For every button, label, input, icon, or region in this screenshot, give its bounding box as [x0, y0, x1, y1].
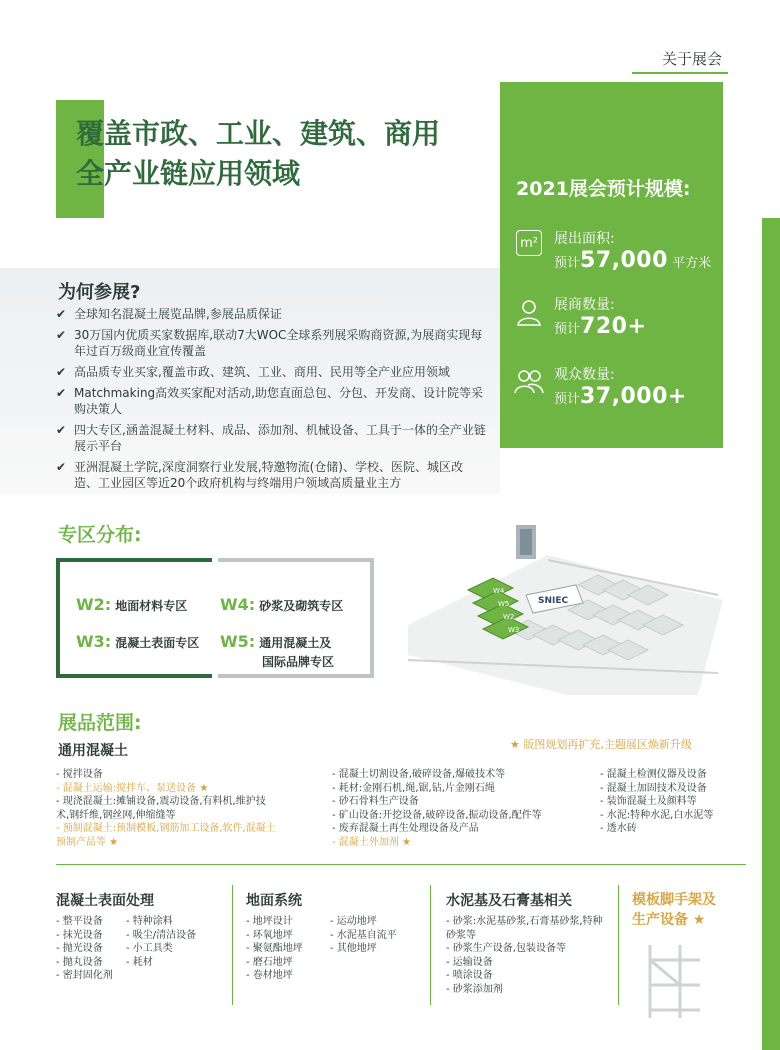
list-item: - 抛光设备	[56, 943, 103, 954]
list-item: - 卷材地坪	[246, 970, 293, 981]
zone-w2	[76, 595, 187, 614]
floor-heading: 地面系统	[246, 893, 302, 909]
list-item-text: Matchmaking高效买家配对活动,助您直面总包、分包、开发商、设计院等采购决策人	[74, 386, 483, 416]
general-col-1	[56, 768, 276, 849]
stat-exhibitors-text	[554, 294, 646, 339]
list-item: - 吸尘/清洁设备	[126, 929, 197, 941]
list-item: - 砂浆:水泥基砂浆,石膏基砂浆,特种砂浆等	[446, 916, 603, 941]
stats-panel	[500, 82, 723, 448]
title-line-1: 覆盖市政、工业、建筑、商用	[76, 117, 441, 150]
check-icon: ✔	[56, 365, 67, 379]
stat-area-text	[554, 228, 711, 273]
list-item: - 矿山设备:开挖设备,破碎设备,振动设备,配件等	[332, 809, 542, 821]
list-item: - 运动地坪	[330, 916, 377, 927]
stats-heading: 2021展会预计规模:	[516, 178, 691, 200]
stat-visitors	[514, 368, 544, 398]
column-divider	[232, 885, 233, 1005]
check-icon: ✔	[56, 460, 67, 474]
list-item-text: 全球知名混凝土展览品牌,参展品质保证	[74, 307, 282, 321]
zone-name-line2: 国际品牌专区	[262, 655, 335, 669]
mortar-heading: 水泥基及石膏基相关	[446, 893, 572, 909]
list-item: - 抛丸设备	[56, 956, 103, 968]
list-item: - 耗材	[126, 956, 153, 968]
tag-underline	[632, 72, 728, 74]
scaffold-heading	[632, 890, 716, 930]
check-icon: ✔	[56, 307, 67, 321]
stat-prefix: 预计	[554, 256, 581, 271]
list-item: - 密封固化剂	[56, 970, 113, 981]
title-line-2: 全产业链应用领域	[76, 157, 301, 190]
map-hall-label: W4	[493, 587, 505, 595]
list-item-text: 高品质专业买家,覆盖市政、建筑、工业、商用、民用等全产业应用领域	[74, 365, 450, 379]
zone-code: W4:	[220, 595, 256, 614]
list-item-text: 四大专区,涵盖混凝土材料、成品、添加剂、机械设备、工具于一体的全产业链展示平台	[74, 423, 486, 453]
list-item: - 现浇混凝土:摊铺设备,震动设备,有料机,维护技术,钢纤维,钢丝网,伸缩缝等	[56, 796, 266, 821]
page-title	[76, 114, 440, 194]
stat-value: 37,000+	[580, 384, 687, 409]
stat-label: 展商数量:	[554, 297, 615, 313]
column-divider	[430, 885, 431, 1005]
stat-value-line	[554, 248, 711, 273]
list-item: - 混凝土加固技术及设备	[600, 782, 707, 794]
map-brand: SNIEC	[538, 596, 569, 606]
zone-name: 地面材料专区	[115, 599, 188, 613]
stat-label: 观众数量:	[554, 367, 615, 383]
list-item: - 其他地坪	[330, 943, 377, 954]
list-item: - 水泥基自流平	[330, 929, 397, 941]
surface-heading: 混凝土表面处理	[56, 893, 154, 909]
list-item: - 水泥:特种水泥,白水泥等	[600, 809, 714, 821]
venue-map	[398, 515, 728, 700]
list-item: - 喷涂设备	[446, 970, 493, 981]
stat-prefix: 预计	[554, 392, 581, 407]
zones-heading: 专区分布:	[58, 524, 142, 546]
list-item: - 搅拌设备	[56, 769, 103, 780]
stat-visitors-text	[554, 364, 687, 409]
zone-w3	[76, 632, 199, 651]
list-item: - 抹光设备	[56, 929, 103, 941]
zone-name: 砂浆及砌筑专区	[259, 599, 344, 613]
zone-w5	[220, 632, 334, 670]
zone-name: 混凝土表面专区	[115, 636, 200, 650]
zone-w4	[220, 595, 343, 614]
list-item	[56, 459, 486, 491]
exhibitor-icon	[516, 298, 542, 326]
check-icon: ✔	[56, 328, 67, 342]
expansion-note: ★ 版图规划再扩充,主题展区焕新升级	[510, 738, 692, 751]
list-item: - 混凝土运输:搅拌车、泵送设备 ★	[56, 782, 209, 794]
check-icon: ✔	[56, 423, 67, 437]
list-item: - 耗材:金刚石机,绳,锯,钻,片金刚石绳	[332, 782, 495, 794]
zone-frame-left	[56, 558, 212, 678]
list-item: - 装饰混凝土及颜料等	[600, 796, 697, 807]
stat-prefix: 预计	[554, 322, 581, 337]
scaffold-heading-line2: 生产设备 ★	[632, 912, 706, 928]
surface-col-a	[56, 915, 113, 983]
stat-value-line	[554, 384, 687, 409]
list-item: - 混凝土检测仪器及设备	[600, 769, 707, 780]
list-item	[56, 306, 486, 322]
list-item: - 整平设备	[56, 916, 103, 927]
zone-code: W5:	[220, 632, 256, 651]
stat-unit: 平方米	[672, 256, 712, 271]
section-tag: 关于展会	[661, 50, 722, 68]
zone-code: W3:	[76, 632, 112, 651]
list-item: - 透水砖	[600, 823, 637, 834]
stat-value: 57,000	[580, 248, 668, 273]
general-col-2	[332, 768, 562, 849]
list-item: - 环氧地坪	[246, 929, 293, 941]
list-item: - 地坪设计	[246, 916, 293, 927]
map-hall-label: W2	[503, 613, 515, 621]
stat-area	[516, 230, 542, 256]
why-list	[56, 306, 486, 496]
scaffold-icon	[640, 940, 710, 1020]
list-item: - 磨石地坪	[246, 956, 293, 968]
floor-col-b	[330, 915, 397, 956]
why-heading: 为何参展?	[58, 282, 141, 303]
area-icon: m²	[516, 230, 542, 256]
list-item: - 预制混凝土:预制模板,钢筋加工设备,软件,混凝土预制产品等 ★	[56, 823, 276, 848]
zone-name: 通用混凝土及	[259, 636, 332, 650]
map-hall-label: W5	[498, 600, 510, 608]
list-item-text: 亚洲混凝土学院,深度洞察行业发展,特邀物流(仓储)、学校、医院、城区改造、工业园区等近20个政府机构与终端用户领域高质量业主方	[74, 460, 463, 490]
list-item: - 小工具类	[126, 943, 173, 954]
stat-value-line	[554, 314, 646, 339]
section-divider	[56, 864, 746, 865]
list-item: - 特种涂料	[126, 916, 173, 927]
list-item	[56, 364, 486, 380]
list-item: - 运输设备	[446, 956, 493, 968]
stat-value: 720+	[580, 314, 647, 339]
products-heading: 展品范围:	[58, 712, 142, 734]
list-item	[56, 422, 486, 454]
list-item: - 混凝土切割设备,破碎设备,爆破技术等	[332, 769, 506, 780]
stat-label: 展出面积:	[554, 231, 615, 247]
floor-col-a	[246, 915, 303, 983]
map-hall-label: W3	[508, 626, 520, 634]
list-item: - 砂浆生产设备,包装设备等	[446, 943, 566, 954]
list-item: - 混凝土外加剂 ★	[332, 836, 411, 848]
general-col-3	[600, 768, 750, 836]
list-item	[56, 327, 486, 359]
list-item: - 聚氨酯地坪	[246, 943, 303, 954]
column-divider	[618, 885, 619, 1005]
list-item: - 废弃混凝土再生处理设备及产品	[332, 823, 479, 834]
list-item	[56, 385, 486, 417]
general-concrete-heading: 通用混凝土	[58, 743, 128, 759]
stat-exhibitors	[516, 298, 542, 330]
surface-col-b	[126, 915, 196, 969]
mortar-list	[446, 915, 606, 996]
scaffold-heading-line1: 模板脚手架及	[632, 892, 716, 908]
check-icon: ✔	[56, 386, 67, 400]
zone-code: W2:	[76, 595, 112, 614]
list-item: - 砂石骨料生产设备	[332, 796, 419, 807]
list-item-text: 30万国内优质买家数据库,联动7大WOC全球系列展采购商资源,为展商实现每年过百万级商业宣传覆盖	[74, 328, 483, 358]
visitors-icon	[514, 368, 544, 394]
side-accent-strip	[762, 218, 780, 1050]
list-item: - 砂浆添加剂	[446, 983, 503, 995]
